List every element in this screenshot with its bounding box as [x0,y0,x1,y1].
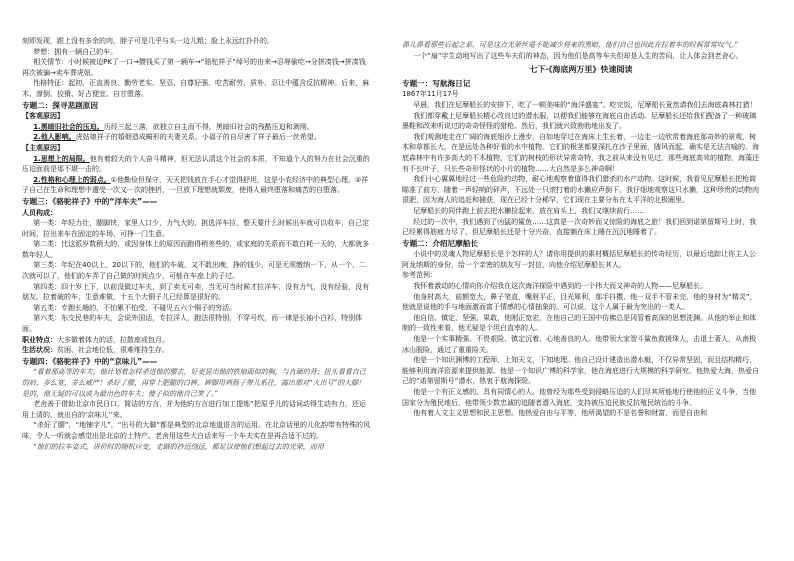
letter-para-2: 他身材高大，前额宽大，鼻子笔直，嘴唇平正，目光犀利，那手抖擞、他一双手不管未完，他的身材为“精灵”，他就是说他的手与地面激而富于情感的心情抽象的。可以说，这个人属于最为突出的一类人。 [402,292,757,312]
subjective-reason-heading: 【主观原因】 [22,143,64,152]
objective-item-1: 1.黑暗旧社会的压迫。历经三起三落，欲独立自主而不得，黑暗旧社会的残酷压迫和剥削。 [33,122,314,131]
objective-reason-heading: 【客观原因】 [22,112,64,121]
dream-line: 梦想：拥有一辆自己的车。 [33,47,118,56]
intro-continuation: 刻即发现，跟上没有多余的肉，脖子可是几乎与头一边儿粗；脸上永远红扑扑的。 [22,37,274,45]
diary-para-5: 尼摩船长的同伴跑上前去把水獭捡起来，放在肩头上，我们又继续前行…… [413,206,645,215]
left-column [22,36,372,452]
quote-2: “他们的拉车姿式，讲价时的随机应变，走路的抄近绕远，都足以使他们想起过去的光荣，而用 [33,442,324,451]
objective-item-2: 2.他人影响。虎姑娘祥子的婚姻造成畸形的夫妻关系，小福子的自尽害了祥子最后一丝希望。 [33,133,321,142]
driver-type-6: 第六类：东交民巷的车夫，会说外国话，专拉洋人，跑法很特别，不穿号坎，而一律是长袖小白衫，特别体面。 [22,314,363,334]
diary-para-6: 经过的一次中，我们遇到了凶猛的鲨鱼……这真是一次奇妙而又惊险的海底之旅！我们回到诺第留斯号上时，我已经累得筋疲力尽了，但尼摩船长还是十分兴奋，直接躺在床上睡在沉沉地睡着了。 [402,217,757,237]
letter-para-4: 他是一个实事精强、不畏艰险、镇定沉着、心地善良的人。他带领大家智斗鲨鱼救援珠人，击退土著人，从南极冰山脱险，通过了重重险关。 [402,335,757,354]
driver-type-2: 第二类：比这派岁数稍大的，或因身体上的原因而跑得稍差些的，或家庭的关系而不敢白耗一天的，大都就多数年轻人。 [22,240,370,259]
letter-para-1: 我怀着激动的心情向你介绍我在这次海洋探险中遇到的一个伟大而又神奇的人物——尼摩船长。 [413,282,708,291]
r-section-1-title: 专题一：写航海日记 [402,78,471,88]
diary-para-4: 我们小心翼翼地经过一些危险的动物，耐心地观察着值得我们猎杀的水产动物。这时候，我看见尼摩船长把枪筒瞄准了前方，随着一声轻响的砰声，不远处一只滚打着的水獭应声倒下。我仔细地观察这只水獭，这种珍贵的动物肉很肥，因为海人的追赶和捕获，现在已经十分稀罕，它们现在主要分布在太平洋的北极圈里。 [402,175,759,205]
diary-para-2: 我们都穿戴上尼摩船长精心改良过的潜水服，以便我们能够在海底自由活动。尼摩船长还给我们配备了一种玻璃墨鞋和改来听说过的奇奇怪怪的猎枪。然后，我们就兴致勃勃地出发了。 [402,111,757,131]
diary-date: 1867年11月17号 [402,90,459,99]
reading-title: 七下·《海底两万里》快速阅读 [529,65,633,75]
character-line: 性格特征：起初，正直善良、勤劳老实、坚忍、自尊好强、吃苦耐劳、质朴、忍让中蕴含反抗精神。后来，麻木、潦倒、狡猾、好占便宜、自甘堕落。 [22,79,370,98]
driver-type-5: 第五类：专跑长趟的，不怕累不怕受，不碰见五六个铜子的穷活。 [33,303,237,312]
letter-para-7: 他有着人文主义思想和民主思想。他热爱自由与平等，他所渴望的不是名誉和财富，而是自由和 [413,409,708,418]
career-line: 职业特点：大多做着体力的活，拉散座或包月。 [22,335,169,344]
quote-continuation: 鼻儿鼻看那些后起之辈。可是这点光荣丝毫不能减少将来的黑暗，他们自己也因此在拉着车的时候常常叹气。” [402,41,739,49]
quote-note: 一个“扇”字生动地写出了这些车夫们的神态，因为他们是高等车夫但却是人生的苦闷，让人体会到老舍心。 [413,51,743,60]
right-column [402,40,760,419]
quote-1: “看着那高等的车夫，他计划着怎样杀进他的腰去，好更显出他的铁扇面似的胸，与直硬的背；扭头看看自己的肩，多么宽，多么威严！杀好了腰，再穿上肥腿的白裤，裤脚用鸡肠子带儿系住，露出那对“大出号”的大脚！是的，他无疑的可以成为最出色的车夫；傻子似的他自己笑了。” [22,368,366,398]
driver-type-4: 第四类：四十岁上下，以前没做过车夫，到了卖无可卖，当无可当时候才拉洋车，没有力气，没有经验，没有朋友，拉着破的车，生意难做，十五个大铜子儿已经算是很好的。 [22,282,370,302]
people-heading: 人员构成： [22,208,57,217]
right-top-block [402,40,760,61]
reference-label: 参考范例： [402,271,437,280]
section-4-title: 专题四：《骆驼祥子》中的“京味儿”—— [22,356,158,366]
diary-para-3: 我们观测地走在广阔的海底细沙上漫步，自如地穿过在海床上生长着，一边走一边欣赏着海底那奇妙的景观，树木和草都长大，在是远处各种好看的水中植物。它们的根茎都要深扎在沙子里面，随风而起，确实是无法言喻的。海底森林中有许多高大的不木植物，它们的树枝的形状异常奇特，我之前从来没有见过，那些海底高耸的植物，海藻还有不长叶子，只长些奇形怪状的小片的植物……大自然是多么神奇啊！ [402,132,759,173]
driver-type-3: 第三类：年纪在40以上，20以下的，他们的车破，又不敢出晚，挣的钱少，可是无须缴纳一下，从一个、二次就可以了，他们的车弄了自己做的时间点少，可能在车座上的子过。 [22,261,367,281]
section-2-title: 专题二：探寻悲剧原因 [22,100,98,110]
driver-type-1: 第一类：年轻力壮，腿脚快，家里人口少，力气大的，挑选洋车拉，整天要什么时候出车就可以收车，自己定时间，拉出来车在固定的车场，可挣一门生意。 [22,219,370,238]
plot-line: 相关情节：小时候被迫PK了一口→攒钱买了第一辆车→“骆驼祥子”绰号的由来→忍辱偷吃→分拼凑钱→拼凑钱再次被骗→卖车葬虎妞。 [22,58,366,77]
life-line: 生活状况：贫困、社会地位低，很难维持生存。 [22,346,169,355]
subjective-item-2: 2.性格和心理上的弱点。①他勤俭但保守，天天把钱放在手心才觉得舒坦，这是小农经济中的典型心理。②祥子自己在生命和理想中遭受一次又一次的挫折，一旦放下理想就颓废，使得人最终堕落和痛苦的自堕落。 [22,175,369,195]
letter-para-5: 他是一个知识渊博的工程师，上知天文，下知地理。他自己设计建造出潜水艇，不仅异常坚固，而且结构精巧，能够利用海洋资源来提供能源。他是一个知识广博的科学家，他在海底进行大规模的科学研究。他热爱大海，热爱自己的“诺第留斯号”潜水，热衷于航海探险。 [402,356,759,386]
r-section-2-title: 专题二：介绍尼摩船长 [402,238,478,248]
r-section-2-intro: 小说中的灵魂人物尼摩船长是个怎样的人？请你用提供的素材概括尼摩船长的传奇经历，以最后追踪让你主人公阿龙纳斯的身份，给一个亲密的朋友写一封信，向他介绍尼摩船长其人。 [402,250,757,269]
subjective-item-1: 1.思想上的局限。他有着较大的个人奋斗精神，但无法认清这个社会的本质，不知道个人的努力在社会沉重的压迫面前是那不堪一击的。 [22,154,370,174]
section-4-body-2: “杀好了腰”，“地铺字儿”，“出号的大脚”都是典型的北京地道语言的运用。在北京话里的儿化韵带有特殊的风味，令人一听就会感觉出是北京的土特产。老舍用这些大白话来写一个车夫实在是再合适不过的。 [22,421,370,440]
letter-para-3: 他自信、镇定、坚强、果敢，他刚正宽宏，在他自己的王国中仿佛总是冈管着高深的思想洗渊。从他的举止和体制的一致性来看，他无疑是个坦白直率的人。 [402,313,757,333]
section-3-title: 专题三：《骆驼祥子》中的“洋车夫”—— [22,196,158,206]
letter-para-6: 他是一个有正义感的、具有同情心的人。他曾经为那些受到侵略压迫的人们尽其所能地行使他的正义斗争，当他国家分为殖民地后，他带领少数忠诚的追随者潜入海底，支持被压迫民族反抗殖民统治的斗争。 [402,388,757,407]
section-4-body: 老舍善于借助北京市民日口、简洁的方言，并为他的方言进行加工提炼“把原乎儿的话词动得生动有力，还运用上清的，就出自的‘京味儿’’来。 [22,400,366,419]
diary-para-1: 早晨，我们在尼摩船长的安排下，吃了一顿美味的“海洋盛宴”。吃完饭，尼摩船长竟然请我们去海底森林打猎！ [413,100,757,109]
